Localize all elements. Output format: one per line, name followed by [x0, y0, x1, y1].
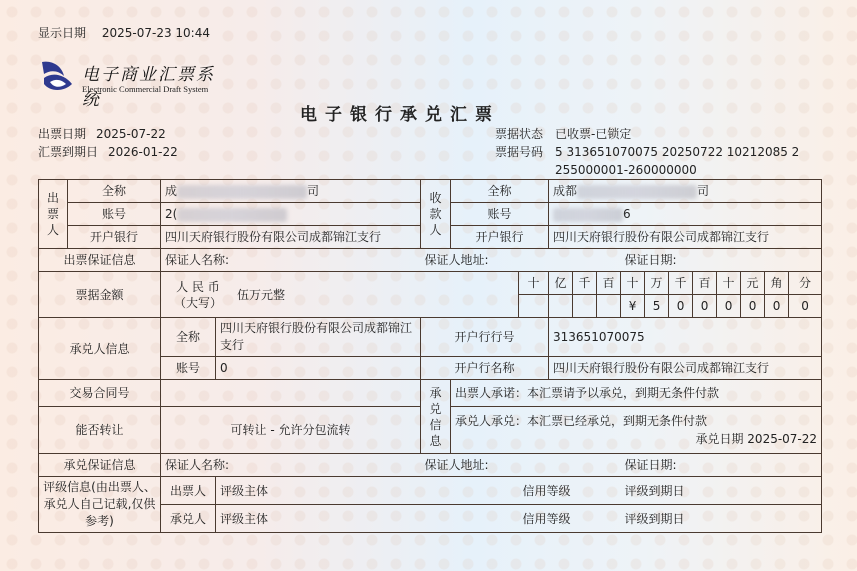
issue-guarantee-row: [39, 249, 822, 272]
digit-header: 万: [645, 272, 669, 295]
drawer-bank-label: 开户银行: [68, 226, 161, 249]
rating-grade-label: 信用等级: [519, 477, 621, 505]
digit-header: 分: [789, 272, 822, 295]
digit-value: [549, 295, 573, 318]
rating-expiry-label: 评级到期日: [621, 477, 822, 505]
digit-header: 十: [519, 272, 549, 295]
acceptor-bank-name-value: 四川天府银行股份有限公司成都锦江支行: [549, 357, 822, 380]
uppercase-label: （大写）: [173, 295, 222, 310]
digit-value: 0: [717, 295, 741, 318]
page-title: 电子银行承兑汇票: [300, 105, 500, 125]
currency-label: 人 民 币: [176, 279, 220, 294]
accept-guarantor-name-label: 保证人名称:: [161, 454, 421, 477]
drawer-name-label: 全称: [68, 180, 161, 203]
display-date-label: 显示日期: [38, 26, 87, 40]
acceptance-info-label: 承兑信息: [421, 380, 451, 454]
digit-value: 0: [693, 295, 717, 318]
amount-uppercase-value: 伍万元整: [237, 287, 286, 302]
logo: [38, 58, 228, 110]
transfer-value: 可转让 - 允许分包流转: [161, 407, 421, 454]
amount-uppercase-cell: [161, 272, 519, 318]
drawer-section-label: 出票人: [39, 180, 68, 249]
digit-header: 亿: [549, 272, 573, 295]
display-date: [38, 24, 210, 41]
amount-row-1: [39, 272, 822, 295]
acceptor-promise: 承兑人承兑：本汇票已经承兑，到期无条件付款: [455, 414, 708, 428]
digit-value: ¥: [621, 295, 645, 318]
rating-party: 出票人: [161, 477, 216, 505]
due-date-value: 2026-01-22: [108, 145, 178, 159]
edraft-logo-icon: [38, 58, 78, 94]
digit-value: 0: [789, 295, 822, 318]
digit-value: [573, 295, 597, 318]
acceptor-bank-name-label: 开户行名称: [421, 357, 549, 380]
digit-header: 千: [573, 272, 597, 295]
digit-header: 百: [597, 272, 621, 295]
meta-left: [38, 125, 178, 161]
logo-en-text: Electronic Commercial Draft System: [82, 84, 209, 94]
contract-value: [161, 380, 421, 407]
drawer-account-value: 2(: [161, 203, 421, 226]
digit-value: 0: [741, 295, 765, 318]
rating-party: 承兑人: [161, 505, 216, 533]
issue-guarantee-date-label: 保证日期:: [621, 249, 822, 272]
issue-date-label: 出票日期: [38, 127, 87, 141]
payee-account-label: 账号: [451, 203, 549, 226]
drawer-promise: 出票人承诺：本汇票请予以承兑，到期无条件付款: [451, 380, 822, 407]
acceptor-account-label: 账号: [161, 357, 216, 380]
amount-label: 票据金额: [39, 272, 161, 318]
rating-subject-label: 评级主体: [216, 505, 519, 533]
digit-header: 十: [621, 272, 645, 295]
acceptor-name-label: 全称: [161, 318, 216, 357]
issue-date-value: 2025-07-22: [96, 127, 166, 141]
meta-right: [495, 125, 799, 179]
display-date-value: 2025-07-23 10:44: [101, 26, 210, 40]
payee-account-value: 6: [549, 203, 822, 226]
rating-expiry-label: 评级到期日: [621, 505, 822, 533]
accept-guarantor-address-label: 保证人地址:: [421, 454, 621, 477]
logo-cn-text: 电子商业汇票系统: [82, 65, 215, 110]
rating-subject-label: 评级主体: [216, 477, 519, 505]
contract-row: [39, 380, 822, 407]
drawer-name-value: 成 司: [161, 180, 421, 203]
payee-name-value: 成都 司: [549, 180, 822, 203]
bill-number-label: 票据号码: [495, 145, 544, 159]
payee-name-label: 全称: [451, 180, 549, 203]
acceptor-promise-cell: [451, 407, 822, 454]
party-row-name: [39, 180, 822, 203]
acceptor-bank-no-value: 313651070075: [549, 318, 822, 357]
accept-date: 承兑日期 2025-07-22: [695, 432, 818, 446]
issue-guarantor-name-label: 保证人名称:: [161, 249, 421, 272]
acceptor-account-value: 0: [216, 357, 421, 380]
acceptor-label: 承兑人信息: [39, 318, 161, 380]
payee-section-label: 收款人: [421, 180, 451, 249]
digit-header: 十: [717, 272, 741, 295]
due-date-label: 汇票到期日: [38, 145, 99, 159]
digit-value: 0: [765, 295, 789, 318]
digit-value: [519, 295, 549, 318]
rating-label: 评级信息(由出票人、承兑人自己记载,仅供参考): [39, 477, 161, 533]
digit-value: 0: [669, 295, 693, 318]
acceptor-name-value: 四川天府银行股份有限公司成都锦江支行: [216, 318, 421, 357]
drawer-account-label: 账号: [68, 203, 161, 226]
payee-bank-value: 四川天府银行股份有限公司成都锦江支行: [549, 226, 822, 249]
bill-table: [38, 179, 822, 533]
accept-guarantee-label: 承兑保证信息: [39, 454, 161, 477]
contract-label: 交易合同号: [39, 380, 161, 407]
digit-header: 元: [741, 272, 765, 295]
drawer-bank-value: 四川天府银行股份有限公司成都锦江支行: [161, 226, 421, 249]
bill-number-line1: 5 313651070075 20250722 10212085 2: [555, 145, 800, 159]
digit-header: 百: [693, 272, 717, 295]
accept-guarantee-date-label: 保证日期:: [621, 454, 822, 477]
transfer-label: 能否转让: [39, 407, 161, 454]
digit-header: 千: [669, 272, 693, 295]
digit-header: 角: [765, 272, 789, 295]
rating-grade-label: 信用等级: [519, 505, 621, 533]
acceptor-bank-no-label: 开户行行号: [421, 318, 549, 357]
status-label: 票据状态: [495, 127, 544, 141]
issue-guarantee-label: 出票保证信息: [39, 249, 161, 272]
issue-guarantor-address-label: 保证人地址:: [421, 249, 621, 272]
digit-value: 5: [645, 295, 669, 318]
bill-number-line2: 255000001-260000000: [555, 163, 697, 177]
status-value: 已收票-已锁定: [555, 127, 632, 141]
digit-value: [597, 295, 621, 318]
acceptor-row-1: [39, 318, 822, 357]
payee-bank-label: 开户银行: [451, 226, 549, 249]
rating-row-drawer: [39, 477, 822, 505]
accept-guarantee-row: [39, 454, 822, 477]
